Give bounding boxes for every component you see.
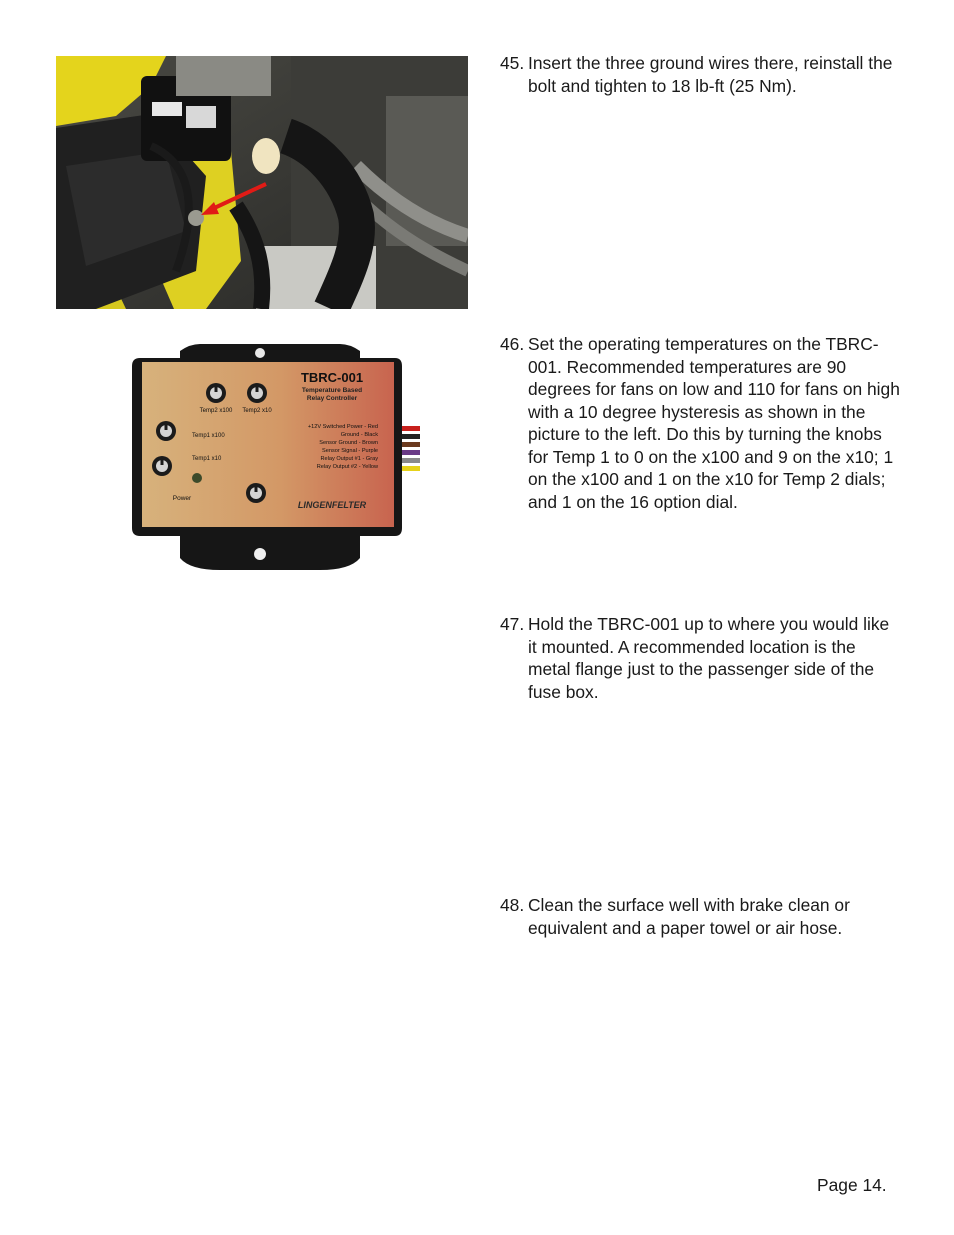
step-number: 45. [500, 53, 525, 73]
dial-label-temp1-x100: Temp1 x100 [192, 433, 225, 439]
device-subtitle-1: Temperature Based [301, 387, 363, 394]
page-number: Page 14. [817, 1175, 887, 1195]
device-model-label: TBRC-001 [300, 370, 364, 385]
wire-legend-relay-1: Relay Output #1 - Gray [320, 456, 378, 462]
tbrc-controller-photo [120, 336, 420, 576]
step-46 [500, 333, 900, 513]
step-text: Set the operating temperatures on the TBRC-001. Recommended temperatures are 90 degrees for fans on low and 110 for fans on high with a 10 degree hysteresis as shown in the picture to the left. Do this by turning the knobs for Temp 1 to 0 on the x100 and 9 on the x10; 1 on the x100 and 1 on the x10 for Temp 2 dials; and 1 on the 16 option dial. [528, 334, 900, 512]
step-text: Insert the three ground wires there, reinstall the bolt and tighten to 18 lb-ft (25 Nm). [528, 53, 893, 96]
step-48 [500, 894, 900, 939]
dial-label-temp1-x10: Temp1 x10 [192, 456, 222, 462]
wire-legend-sensor-signal: Sensor Signal - Purple [322, 448, 378, 454]
dial-temp1-x10[interactable] [152, 456, 172, 476]
step-text: Clean the surface well with brake clean or equivalent and a paper towel or air hose. [528, 895, 850, 938]
step-47 [500, 613, 900, 703]
wire-legend-relay-2: Relay Output #2 - Yellow [316, 464, 378, 470]
dial-temp2-x10[interactable] [247, 383, 267, 403]
dial-temp1-x100[interactable] [156, 421, 176, 441]
wire-legend-power: +12V Switched Power - Red [307, 424, 378, 430]
brand-logo: LINGENFELTER [297, 500, 367, 510]
dial-label-temp2-x100: Temp2 x100 [199, 408, 233, 414]
step-45 [500, 52, 900, 97]
step-number: 46. [500, 334, 525, 354]
power-label: Power [172, 495, 192, 502]
device-subtitle-2: Relay Controller [306, 395, 358, 402]
step-number: 48. [500, 895, 525, 915]
step-number: 47. [500, 614, 525, 634]
dial-label-temp2-x10: Temp2 x10 [242, 408, 272, 414]
engine-bay-illustration [56, 56, 468, 309]
step-text: Hold the TBRC-001 up to where you would like it mounted. A recommended location is the metal flange just to the passenger side of the fuse box. [528, 614, 890, 702]
wire-legend-ground: Ground - Black [340, 432, 378, 438]
wire-legend-sensor-ground: Sensor Ground - Brown [319, 440, 378, 446]
engine-bay-photo [56, 56, 468, 309]
dial-temp2-x100[interactable] [206, 383, 226, 403]
power-led [192, 473, 202, 483]
dial-option-16[interactable] [246, 483, 266, 503]
tbrc-controller-illustration [120, 336, 420, 576]
